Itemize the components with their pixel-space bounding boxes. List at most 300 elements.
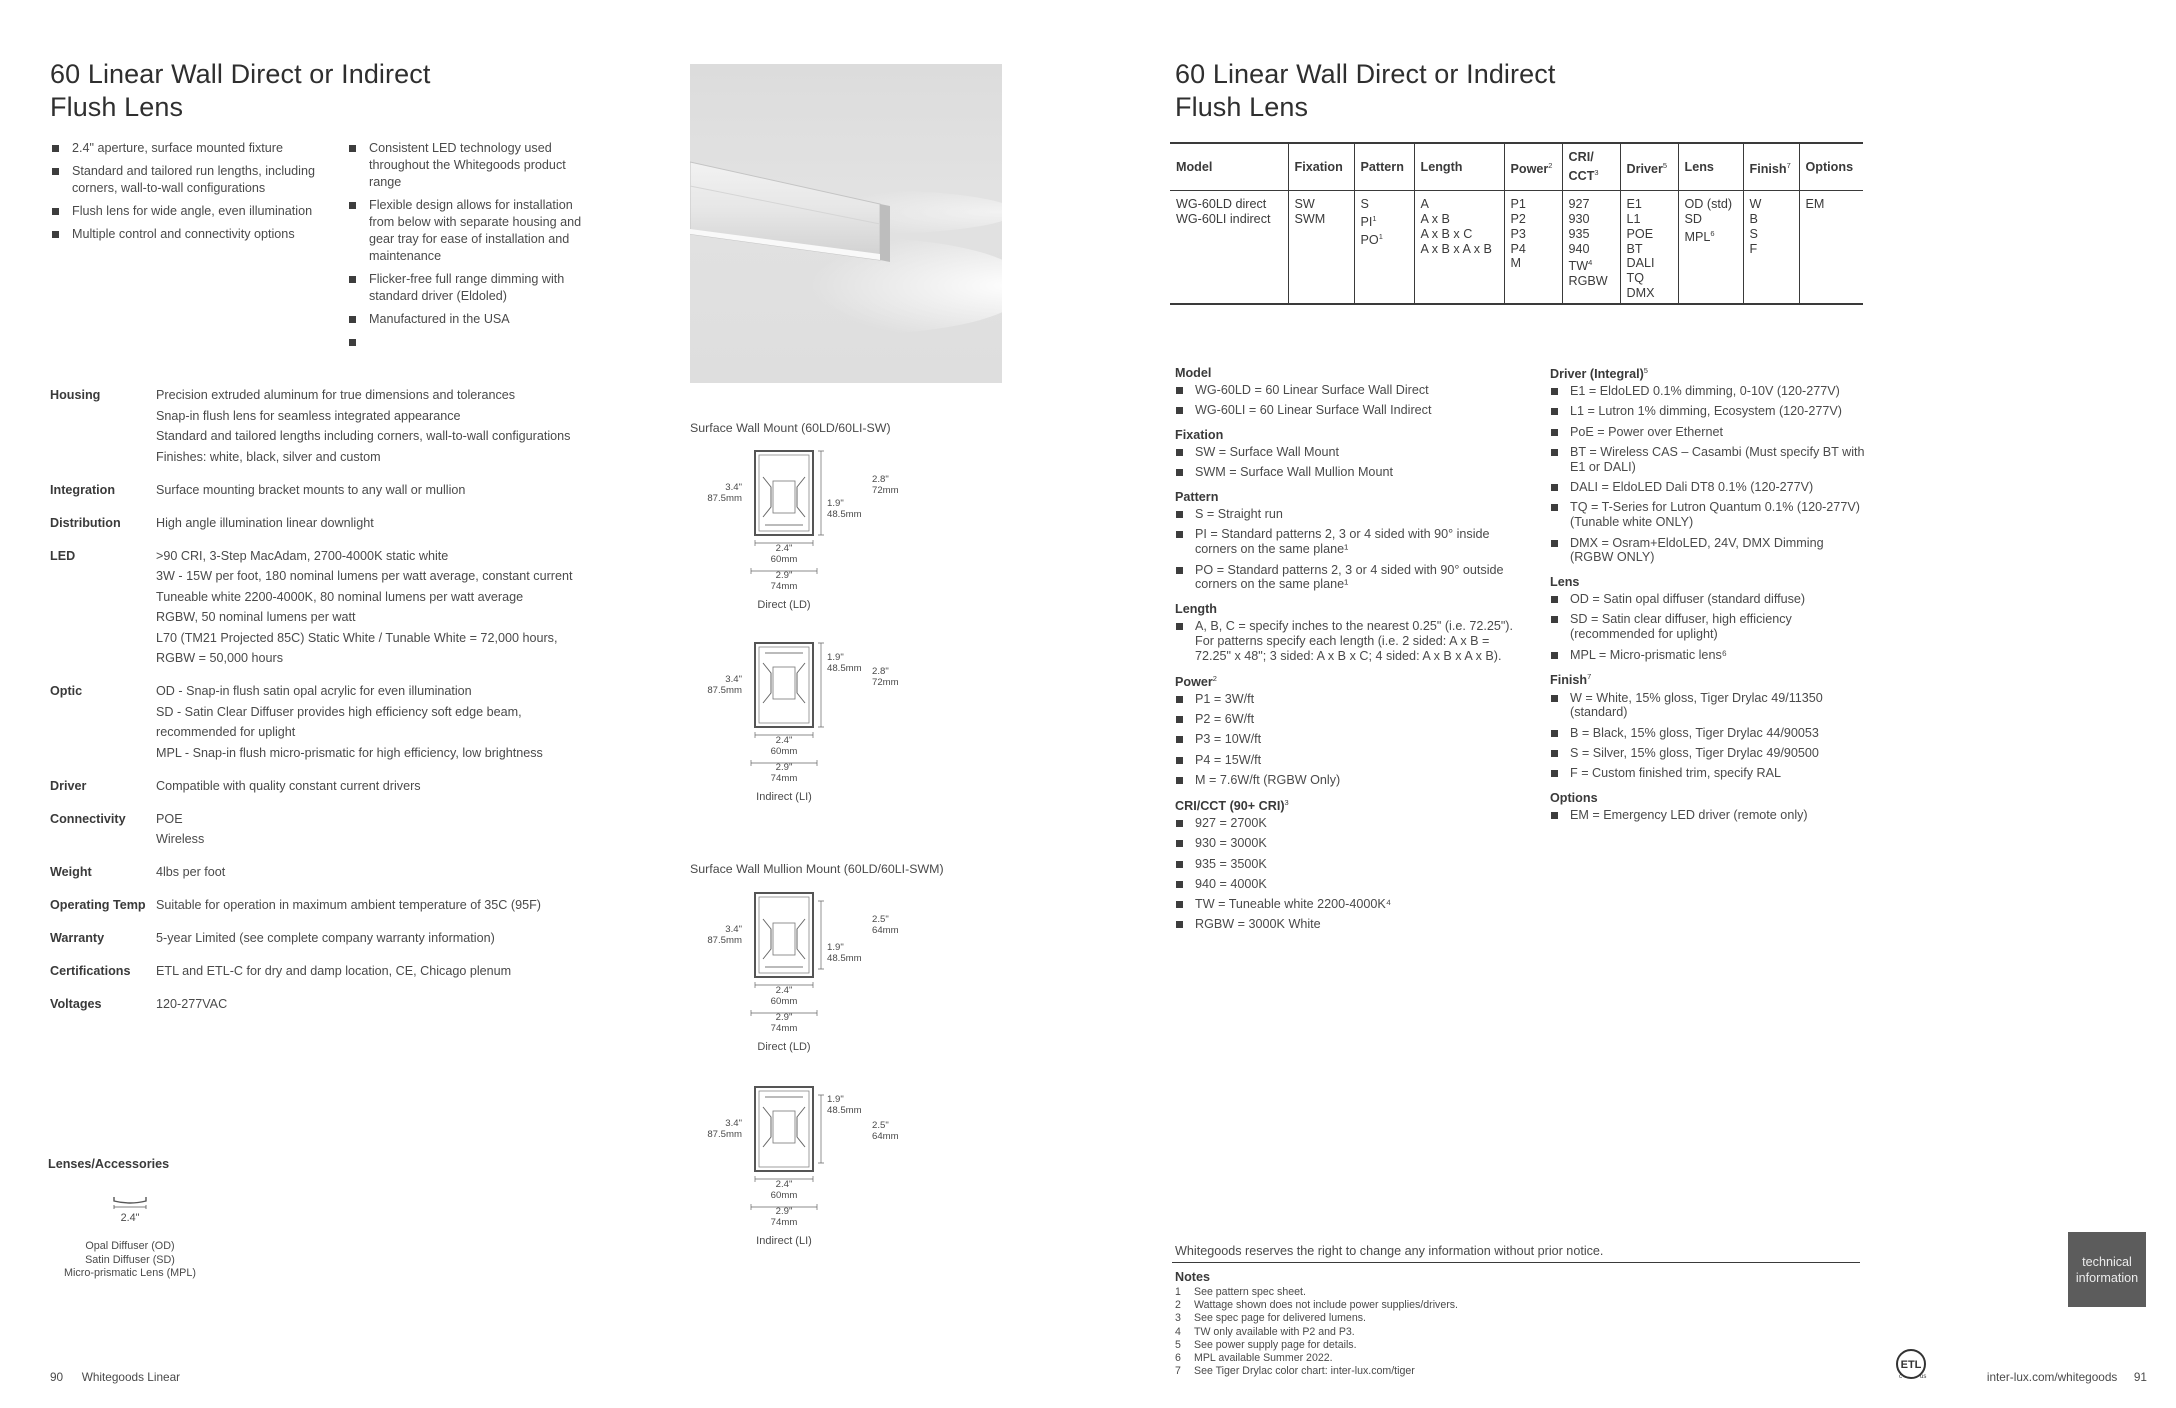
option-heading (1175, 674, 1520, 689)
col-cri-cct (1562, 143, 1620, 191)
feature-item: 2.4" aperture, surface mounted fixture (50, 140, 320, 157)
dim-inch: 1.9" (827, 498, 844, 509)
cell-value (1685, 227, 1737, 245)
option-item: S = Straight run (1175, 507, 1520, 522)
footnote-ref: 7 (1587, 672, 1592, 682)
spec-line: RGBW, 50 nominal lumens per watt (156, 610, 356, 624)
options-column-1 (1175, 366, 1520, 942)
cell-value: SW (1294, 197, 1315, 212)
dim-inch: 2.4" (775, 735, 793, 746)
spec-label: Operating Temp (50, 898, 146, 912)
dim-mm: 60mm (770, 995, 798, 1007)
option-item: P3 = 10W/ft (1175, 732, 1520, 747)
dim-lens-depth (827, 943, 862, 964)
profile-drawing (745, 889, 835, 1029)
option-item: DMX = Osram+EldoLED, 24V, DMX Dimming (RGBW ONLY) (1550, 536, 1870, 566)
dim-inch: 2.9" (775, 762, 793, 773)
dim-width (751, 1013, 817, 1034)
right-footer (1972, 1370, 2147, 1384)
cell-value: A x B x C (1420, 226, 1473, 241)
option-heading: Lens (1550, 575, 1580, 590)
dim-inch: 2.5" (872, 1120, 889, 1131)
option-item: BT = Wireless CAS – Casambi (Must specify BT with E1 or DALI) (1550, 445, 1870, 475)
note-text: See Tiger Drylac color chart: inter-lux.com/tiger (1194, 1365, 1415, 1378)
feature-item: Flexible design allows for installation from below with separate housing and gear tray for ease of installation and maintenance (347, 197, 597, 265)
lens-cell (1678, 191, 1743, 304)
col-finish-label: Finish (1749, 161, 1787, 176)
spec-value (156, 681, 543, 763)
tab-label-line2: information (2075, 1270, 2139, 1285)
option-item: SWM = Surface Wall Mullion Mount (1175, 465, 1520, 480)
spec-label: Driver (50, 778, 87, 793)
spec-line: recommended for uplight (156, 725, 296, 739)
driver-cell (1620, 191, 1678, 304)
note-number: 5 (1175, 1338, 1181, 1351)
etl-certification-icon (1893, 1347, 1929, 1381)
lens-names (50, 1240, 210, 1281)
feature-item: Manufactured in the USA (347, 311, 597, 328)
option-item: MPL = Micro-prismatic lens⁶ (1550, 648, 1870, 663)
note-text: Wattage shown does not include power supplies/drivers. (1194, 1299, 1459, 1312)
dim-height (700, 483, 742, 504)
pattern-cell (1354, 191, 1414, 304)
spec-value (156, 809, 204, 850)
option-heading (1175, 798, 1520, 813)
cell-value: EM (1805, 197, 1825, 212)
option-list (1175, 445, 1520, 480)
dim-mm: 87.5mm (707, 492, 742, 504)
cell-value: DMX (1626, 285, 1655, 300)
dim-mm: 72mm (872, 676, 899, 688)
col-cct-label: CCT (1568, 169, 1595, 184)
spec-row-connectivity (50, 809, 650, 850)
footnote-ref: 4 (1588, 258, 1593, 268)
spec-row-optic (50, 681, 650, 763)
spec-row-integration (50, 480, 650, 501)
option-item: WG-60LI = 60 Linear Surface Wall Indirect (1175, 403, 1520, 418)
dim-lens-depth (827, 653, 862, 674)
dim-mm: 60mm (770, 745, 798, 757)
dim-width (751, 763, 817, 784)
spec-value (156, 513, 374, 534)
dim-mm: 87.5mm (707, 684, 742, 696)
spec-value (156, 385, 570, 467)
dim-inch: 3.4" (725, 924, 742, 935)
cell-value: TQ (1626, 271, 1644, 286)
option-item: TQ = T-Series for Lutron Quantum 0.1% (120-277V) (Tunable white ONLY) (1550, 500, 1870, 530)
diagram-surface-indirect (700, 639, 910, 809)
option-item: 940 = 4000K (1175, 877, 1520, 892)
option-item: A, B, C = specify inches to the nearest 0.25" (i.e. 72.25"). For patterns specify each length (i.e. 2 sided: A x B = 72.25" x 48"; 3 sided: A x B x C; 4 sided: A x B x A x B). (1175, 619, 1520, 663)
cri-cell (1562, 191, 1620, 304)
notes-divider (1172, 1262, 1860, 1263)
cell-text: PI (1360, 215, 1373, 230)
finish-cell (1743, 191, 1799, 304)
cell-value: 935 (1568, 226, 1590, 241)
spec-label: LED (50, 548, 76, 563)
spec-value (156, 546, 573, 669)
note-item (1175, 1352, 1458, 1365)
options-column-2 (1550, 366, 1870, 833)
features-list-col2 (347, 140, 597, 334)
spec-row-weight (50, 862, 650, 883)
feature-item: Standard and tailored run lengths, including corners, wall-to-wall configurations (50, 163, 320, 197)
spec-line: High angle illumination linear downlight (156, 515, 374, 530)
dim-inch: 1.9" (827, 1094, 844, 1105)
left-title-line1: 60 Linear Wall Direct or Indirect (50, 59, 431, 89)
option-item: PO = Standard patterns 2, 3 or 4 sided with 90° outside corners on the same plane¹ (1175, 563, 1520, 593)
cell-value: B (1749, 211, 1758, 226)
dim-inch: 2.9" (775, 1206, 793, 1217)
spec-label: Distribution (50, 515, 121, 530)
spec-label: Weight (50, 865, 92, 879)
spec-line: >90 CRI, 3-Step MacAdam, 2700-4000K static white (156, 548, 449, 563)
surface-mount-caption: Surface Wall Mount (60LD/60LI-SW) (690, 421, 891, 435)
note-number: 2 (1175, 1299, 1181, 1312)
spec-line: Precision extruded aluminum for true dimensions and tolerances (156, 388, 516, 402)
footnote-ref: 1 (1372, 213, 1377, 223)
note-text: See spec page for delivered lumens. (1194, 1312, 1366, 1325)
notes-list (1175, 1286, 1458, 1378)
note-item (1175, 1312, 1458, 1325)
footnote-ref: 3 (1284, 797, 1289, 807)
diagram-mullion-direct (700, 889, 910, 1059)
col-pattern: Pattern (1354, 143, 1414, 191)
dim-mm: 60mm (770, 1189, 798, 1201)
note-text: TW only available with P2 and P3. (1194, 1325, 1355, 1338)
option-item: OD = Satin opal diffuser (standard diffuse) (1550, 592, 1870, 607)
profile-drawing (745, 447, 835, 587)
spec-line: Compatible with quality constant current drivers (156, 778, 421, 793)
spec-label: Connectivity (50, 811, 126, 826)
note-item (1175, 1286, 1458, 1299)
cell-value: S (1360, 197, 1369, 212)
option-item: P1 = 3W/ft (1175, 692, 1520, 707)
note-text: MPL available Summer 2022. (1194, 1352, 1333, 1365)
dim-inch: 3.4" (725, 1118, 742, 1129)
dim-lens-depth (827, 499, 862, 520)
direct-label: Direct (LD) (757, 599, 811, 611)
feature-item: Consistent LED technology used throughout the Whitegoods product range (347, 140, 597, 191)
feature-item: Multiple control and connectivity options (50, 226, 320, 243)
note-number: 7 (1175, 1365, 1181, 1378)
ordering-table (1170, 142, 1863, 305)
cell-value: S (1749, 226, 1758, 241)
footnote-ref: 5 (1643, 366, 1648, 375)
mullion-mount-caption: Surface Wall Mullion Mount (60LD/60LI-SWM) (690, 862, 944, 876)
dim-mm: 74mm (770, 580, 798, 592)
option-item: TW = Tuneable white 2200-4000K⁴ (1175, 897, 1520, 912)
left-title-line2: Flush Lens (50, 92, 184, 122)
option-heading: Options (1550, 791, 1598, 806)
dim-mm: 48.5mm (827, 508, 862, 520)
dim-mm: 64mm (872, 1130, 899, 1142)
spec-label: Certifications (50, 964, 131, 978)
option-list (1175, 507, 1520, 592)
cell-value: F (1749, 241, 1758, 256)
spec-line: Snap-in flush lens for seamless integrated appearance (156, 408, 461, 423)
cell-value: 927 (1568, 197, 1590, 212)
note-item (1175, 1365, 1458, 1378)
dim-height (700, 1119, 742, 1140)
option-item: M = 7.6W/ft (RGBW Only) (1175, 773, 1520, 788)
option-list (1175, 816, 1520, 932)
spec-label: Optic (50, 684, 83, 698)
indirect-label: Indirect (LI) (756, 791, 812, 803)
footnote-ref: 2 (1212, 673, 1217, 683)
option-list (1550, 592, 1870, 662)
left-page-title (50, 58, 430, 124)
col-driver-label: Driver (1626, 161, 1663, 176)
dim-mm: 72mm (872, 484, 899, 496)
cell-value: E1 (1626, 197, 1642, 212)
lens-name: Micro-prismatic Lens (MPL) (64, 1267, 196, 1279)
option-list (1175, 619, 1520, 663)
heading-text: Driver (Integral) (1550, 367, 1644, 382)
col-length: Length (1414, 143, 1504, 191)
dim-inch: 2.9" (775, 570, 793, 581)
spec-line: Tuneable white 2200-4000K, 80 nominal lumens per watt average (156, 589, 524, 604)
dim-inch: 1.9" (827, 942, 844, 953)
cell-value: A (1420, 197, 1429, 212)
cell-value: OD (std) (1684, 197, 1733, 212)
cell-value: W (1749, 197, 1762, 212)
dim-inch: 2.8" (872, 474, 889, 485)
dim-mm: 87.5mm (707, 1128, 742, 1140)
left-footer-text: Whitegoods Linear (81, 1370, 181, 1384)
footnote-ref: 3 (1594, 168, 1599, 177)
cell-value (1361, 230, 1408, 248)
cell-value: P4 (1510, 241, 1526, 256)
dim-mm: 48.5mm (827, 1104, 862, 1116)
spec-row-voltages (50, 994, 650, 1015)
features-list-col1 (50, 140, 320, 249)
dim-inch: 2.8" (872, 666, 889, 677)
cell-value: L1 (1626, 211, 1641, 226)
footnote-ref: 2 (1548, 160, 1553, 170)
dim-width (751, 1207, 817, 1228)
option-item: S = Silver, 15% gloss, Tiger Drylac 49/90500 (1550, 746, 1870, 761)
spec-line: 5-year Limited (see complete company warranty information) (156, 931, 495, 945)
option-list (1550, 691, 1870, 781)
dim-inch: 3.4" (725, 674, 742, 685)
note-number: 3 (1175, 1312, 1181, 1325)
dim-body-height (872, 475, 899, 496)
cell-value: RGBW (1568, 274, 1608, 289)
cell-value: 940 (1568, 241, 1590, 256)
spec-value (156, 776, 421, 797)
dim-inch: 2.5" (872, 914, 889, 925)
right-title-line1: 60 Linear Wall Direct or Indirect (1175, 59, 1556, 89)
footer-url[interactable]: inter-lux.com/whitegoods (1986, 1370, 2118, 1384)
dim-aperture (755, 986, 813, 1007)
col-driver (1620, 143, 1678, 191)
cell-value: WG-60LI indirect (1176, 211, 1271, 226)
dim-body-height (872, 1121, 899, 1142)
dim-inch: 2.4" (775, 985, 793, 996)
dim-mm: 74mm (770, 1216, 798, 1228)
dim-mm: 48.5mm (827, 662, 862, 674)
spec-value (156, 994, 227, 1015)
dim-mm: 48.5mm (827, 952, 862, 964)
left-footer (50, 1370, 180, 1384)
option-item: DALI = EldoLED Dali DT8 0.1% (120-277V) (1550, 480, 1870, 495)
spec-line: POE (156, 811, 183, 826)
option-item: E1 = EldoLED 0.1% dimming, 0-10V (120-277V) (1550, 384, 1870, 399)
option-item: SW = Surface Wall Mount (1175, 445, 1520, 460)
cell-text: PO (1360, 233, 1379, 248)
dim-mm: 74mm (770, 1022, 798, 1034)
cell-value: P1 (1510, 197, 1526, 212)
cell-value (1361, 212, 1408, 230)
note-number: 6 (1175, 1352, 1181, 1365)
product-photo (690, 64, 1002, 383)
option-item: L1 = Lutron 1% dimming, Ecosystem (120-277V) (1550, 404, 1870, 419)
dim-aperture (755, 736, 813, 757)
spec-line: Finishes: white, black, silver and custom (156, 449, 381, 464)
footnote-ref: 1 (1378, 231, 1383, 241)
option-list (1550, 808, 1870, 823)
feature-item: Flicker-free full range dimming with standard driver (Eldoled) (347, 271, 597, 305)
lens-name: Satin Diffuser (SD) (85, 1253, 175, 1266)
ordering-values-row (1170, 191, 1863, 304)
cell-value: A x B (1420, 211, 1450, 226)
spec-value (156, 480, 465, 501)
power-cell (1504, 191, 1562, 304)
fixture-illustration (690, 64, 1002, 383)
dim-mm: 60mm (770, 553, 798, 565)
col-options: Options (1799, 143, 1863, 191)
spec-row-housing (50, 385, 650, 467)
tab-label-line1: technical (2082, 1254, 2132, 1269)
dim-aperture (755, 1180, 813, 1201)
lens-name: Opal Diffuser (OD) (85, 1240, 175, 1252)
spec-row-distribution (50, 513, 650, 534)
spec-line: 4lbs per foot (156, 865, 226, 879)
footnote-ref: 5 (1662, 160, 1668, 170)
diagram-surface-direct (700, 447, 910, 617)
option-item: B = Black, 15% gloss, Tiger Drylac 44/90053 (1550, 726, 1870, 741)
dim-width (751, 571, 817, 592)
spec-line: Standard and tailored lengths including corners, wall-to-wall configurations (156, 429, 571, 443)
right-title-line2: Flush Lens (1175, 92, 1309, 122)
technical-information-tab[interactable] (2068, 1232, 2146, 1307)
feature-item: Flush lens for wide angle, even illumination (50, 203, 320, 220)
col-model: Model (1170, 143, 1288, 191)
heading-text: Finish (1550, 673, 1588, 688)
model-cell (1170, 191, 1288, 304)
profile-drawing (745, 1083, 835, 1223)
dim-mm: 64mm (872, 924, 899, 936)
spec-row-led (50, 546, 650, 669)
spec-value (156, 961, 511, 982)
spec-row-certifications (50, 961, 650, 982)
cell-value: BT (1626, 241, 1643, 256)
spec-value (156, 862, 225, 883)
spec-row-operating-temp (50, 895, 650, 916)
etl-mark-text: ETL (1900, 1359, 1922, 1371)
note-number: 4 (1175, 1325, 1181, 1338)
footnote-ref: 6 (1710, 228, 1715, 238)
option-item: P2 = 6W/ft (1175, 712, 1520, 727)
diagram-mullion-indirect (700, 1083, 910, 1253)
dim-lens-depth (827, 1095, 862, 1116)
dim-mm: 74mm (770, 772, 798, 784)
footnote-ref: 7 (1786, 160, 1791, 170)
option-item: SD = Satin clear diffuser, high efficiency (recommended for uplight) (1550, 612, 1870, 642)
option-heading: Fixation (1175, 428, 1224, 443)
lenses-title: Lenses/Accessories (48, 1157, 170, 1171)
note-number: 1 (1175, 1286, 1181, 1298)
option-item: 930 = 3000K (1175, 836, 1520, 851)
cell-value: SD (1684, 211, 1702, 226)
cell-value: P2 (1510, 211, 1526, 226)
spec-value (156, 895, 541, 916)
spec-line: 120-277VAC (156, 997, 228, 1011)
notes-title: Notes (1175, 1270, 1210, 1284)
heading-text: CRI/CCT (90+ CRI) (1175, 798, 1285, 813)
spec-row-driver (50, 776, 650, 797)
spec-line: MPL - Snap-in flush micro-prismatic for high efficiency, low brightness (156, 745, 543, 760)
option-item: 935 = 3500K (1175, 857, 1520, 872)
option-item: P4 = 15W/ft (1175, 753, 1520, 768)
cell-text: MPL (1684, 229, 1711, 244)
cell-value: 930 (1568, 211, 1590, 226)
option-heading (1550, 366, 1870, 381)
spec-line: L70 (TM21 Projected 85C) Static White / Tunable White = 72,000 hours, (156, 630, 558, 645)
tab-label (2076, 1254, 2138, 1286)
length-cell (1414, 191, 1504, 304)
options-cell (1799, 191, 1863, 304)
dim-aperture (755, 544, 813, 565)
option-item: F = Custom finished trim, specify RAL (1550, 766, 1870, 781)
direct-label: Direct (LD) (757, 1041, 811, 1053)
dim-inch: 1.9" (827, 652, 844, 663)
spec-line: Surface mounting bracket mounts to any wall or mullion (156, 482, 466, 497)
spec-label: Voltages (50, 997, 102, 1011)
cell-text: TW (1568, 259, 1589, 274)
option-item: EM = Emergency LED driver (remote only) (1550, 808, 1870, 823)
spec-line: ETL and ETL-C for dry and damp location, CE, Chicago plenum (156, 964, 512, 978)
note-item (1175, 1339, 1458, 1352)
col-power-label: Power (1510, 161, 1549, 176)
spec-line: OD - Snap-in flush satin opal acrylic for even illumination (156, 684, 472, 698)
lens-dimension: 2.4" (120, 1212, 140, 1224)
option-list (1175, 383, 1520, 418)
note-text: See power supply page for details. (1194, 1338, 1357, 1351)
svg-text:c: c (1899, 1374, 1902, 1380)
note-text: See pattern spec sheet. (1194, 1286, 1306, 1298)
spec-row-warranty (50, 928, 650, 949)
right-page-title (1175, 58, 1555, 124)
option-item: 927 = 2700K (1175, 816, 1520, 831)
cell-value: SWM (1294, 211, 1326, 226)
dim-height (700, 675, 742, 696)
col-power (1504, 143, 1562, 191)
spec-line: 3W - 15W per foot, 180 nominal lumens per watt average, constant current (156, 569, 573, 583)
option-item: WG-60LD = 60 Linear Surface Wall Direct (1175, 383, 1520, 398)
dim-inch: 2.9" (775, 1012, 793, 1023)
cell-value: DALI (1626, 256, 1655, 271)
col-finish (1743, 143, 1799, 191)
cell-value: P3 (1510, 226, 1526, 241)
spec-label: Integration (50, 482, 116, 497)
spec-label: Warranty (50, 931, 105, 945)
cell-value: M (1510, 256, 1521, 271)
dim-body-height (872, 915, 899, 936)
dim-inch: 3.4" (725, 482, 742, 493)
dim-mm: 87.5mm (707, 934, 742, 946)
